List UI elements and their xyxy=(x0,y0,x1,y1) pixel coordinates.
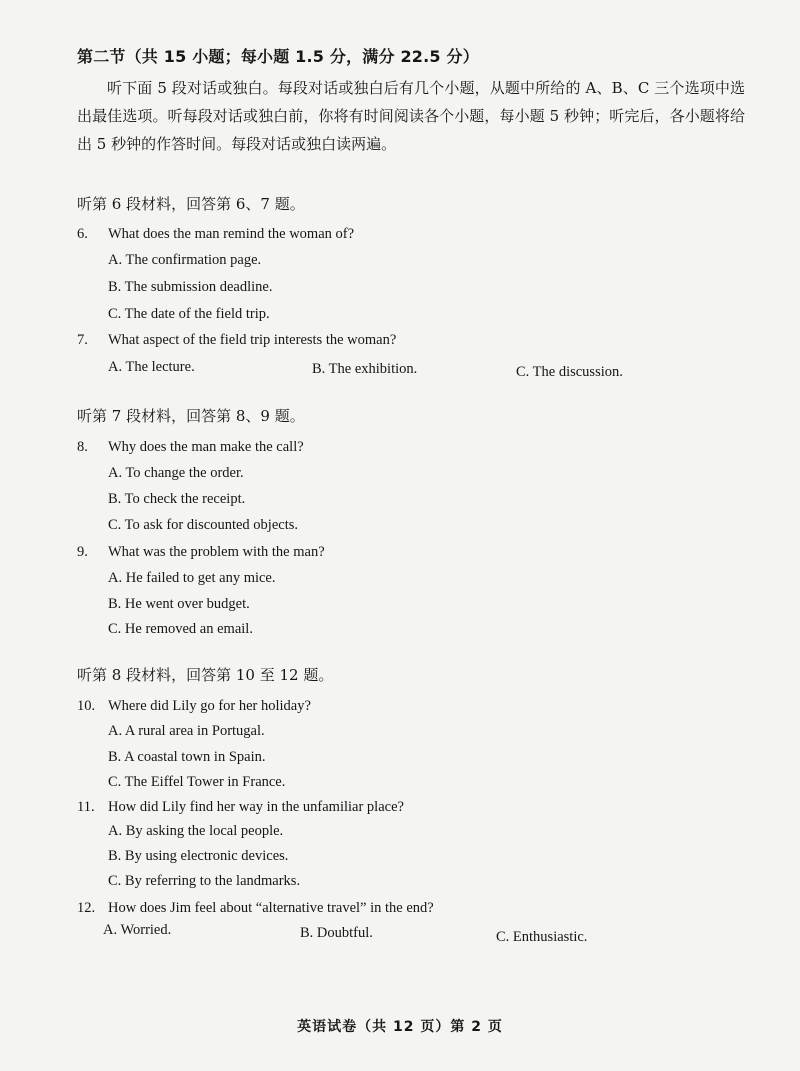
section-instructions: 听下面 5 段对话或独白。每段对话或独白后有几个小题，从题中所给的 A、B、C 三个选项中选出最佳选项。听每段对话或独白前，你将有时间阅读各个小题，每小题 5 秒钟；听完后，各小题将给出 5 秒钟的作答时间。每段对话或独白读两遍。 xyxy=(77,79,745,153)
q12-option-b: B. Doubtful. xyxy=(300,925,373,941)
section-title: 第二节（共 15 小题；每小题 1.5 分，满分 22.5 分） xyxy=(77,47,479,66)
q8-option-a: A. To change the order. xyxy=(108,465,244,481)
question-10 xyxy=(77,698,311,715)
q10-option-b: B. A coastal town in Spain. xyxy=(108,749,266,765)
q9-option-c: C. He removed an email. xyxy=(108,621,253,637)
q11-option-a: A. By asking the local people. xyxy=(108,823,284,839)
question-number: 8. xyxy=(77,439,88,455)
question-8 xyxy=(77,439,304,456)
question-number: 6. xyxy=(77,226,88,242)
question-number: 12. xyxy=(77,900,96,916)
q9-option-b: B. He went over budget. xyxy=(108,596,250,612)
q11-option-c: C. By referring to the landmarks. xyxy=(108,873,301,889)
question-number: 11. xyxy=(77,799,95,815)
question-9 xyxy=(77,544,325,561)
question-text: Where did Lily go for her holiday? xyxy=(108,698,311,714)
question-number: 9. xyxy=(77,544,88,560)
question-7 xyxy=(77,332,396,349)
q6-option-c: C. The date of the field trip. xyxy=(108,306,270,322)
question-6 xyxy=(77,226,354,243)
q11-option-b: B. By using electronic devices. xyxy=(108,848,289,864)
q8-option-c: C. To ask for discounted objects. xyxy=(108,517,299,533)
question-text: What does the man remind the woman of? xyxy=(108,226,355,242)
question-text: How does Jim feel about “alternative travel” in the end? xyxy=(108,900,434,916)
question-text: What was the problem with the man? xyxy=(108,544,325,560)
q6-option-b: B. The submission deadline. xyxy=(108,279,273,295)
q7-option-a: A. The lecture. xyxy=(108,359,195,375)
group-heading-7: 听第 7 段材料，回答第 8、9 题。 xyxy=(77,407,305,425)
question-number: 10. xyxy=(77,698,96,714)
q8-option-b: B. To check the receipt. xyxy=(108,491,246,507)
q10-option-a: A. A rural area in Portugal. xyxy=(108,723,265,739)
q7-option-c: C. The discussion. xyxy=(516,364,623,380)
question-11 xyxy=(77,799,404,816)
q12-option-a: A. Worried. xyxy=(103,922,172,938)
question-text: How did Lily find her way in the unfamiliar place? xyxy=(108,799,404,815)
page-footer: 英语试卷（共 12 页）第 2 页 xyxy=(297,1019,503,1035)
question-text: Why does the man make the call? xyxy=(108,439,304,455)
q12-option-c: C. Enthusiastic. xyxy=(496,929,588,945)
question-12 xyxy=(77,900,434,917)
group-heading-6: 听第 6 段材料，回答第 6、7 题。 xyxy=(77,195,305,213)
q6-option-a: A. The confirmation page. xyxy=(108,252,262,268)
q7-option-b: B. The exhibition. xyxy=(312,361,418,377)
question-text: What aspect of the field trip interests the woman? xyxy=(108,332,397,348)
group-heading-8: 听第 8 段材料，回答第 10 至 12 题。 xyxy=(77,666,334,684)
question-number: 7. xyxy=(77,332,88,348)
q10-option-c: C. The Eiffel Tower in France. xyxy=(108,774,286,790)
q9-option-a: A. He failed to get any mice. xyxy=(108,570,276,586)
